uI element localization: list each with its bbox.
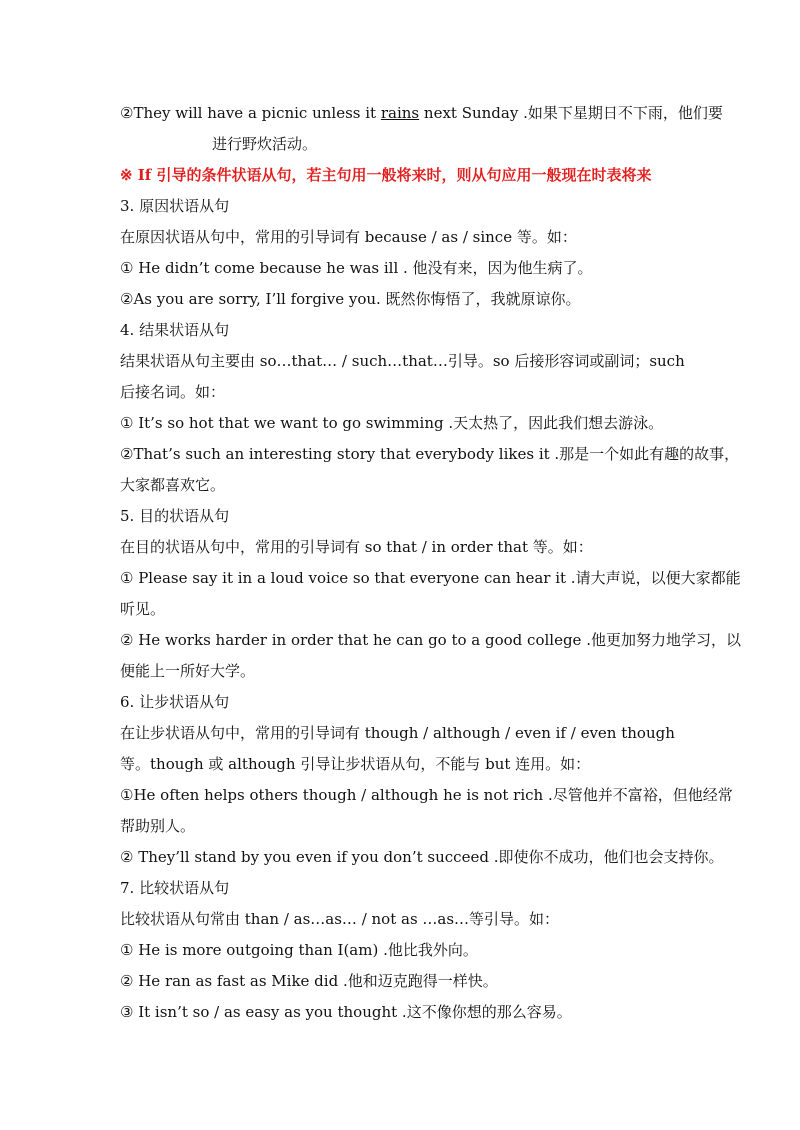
underlined-word: rains — [380, 104, 420, 122]
example-continuation: 进行野炊活动。 — [212, 135, 318, 153]
example-line: ② He works harder in order that he can go to a good college .他更加努力地学习，以 — [120, 631, 741, 649]
example-text: ②They will have a picnic unless it — [120, 104, 381, 122]
example-line: 大家都喜欢它。 — [120, 476, 226, 494]
section-heading: 3. 原因状语从句 — [120, 197, 230, 215]
section-heading: 4. 结果状语从句 — [120, 321, 230, 339]
section-heading: 6. 让步状语从句 — [120, 693, 230, 711]
example-line: 听见。 — [120, 600, 166, 618]
example-line: ① It’s so hot that we want to go swimming .天太热了，因此我们想去游泳。 — [120, 414, 664, 432]
red-note: ※ If 引导的条件状语从句，若主句用一般将来时，则从句应用一般现在时表将来 — [120, 166, 652, 184]
section-heading: 7. 比较状语从句 — [120, 879, 230, 897]
example-line: 帮助别人。 — [120, 817, 196, 835]
body-line: 结果状语从句主要由 so…that… / such…that…引导。so 后接形容词或副词；such — [120, 352, 685, 370]
example-line: ② He ran as fast as Mike did .他和迈克跑得一样快。 — [120, 972, 498, 990]
example-line: ①He often helps others though / although he is not rich .尽管他并不富裕，但他经常 — [120, 786, 733, 804]
body-line: 后接名词。如： — [120, 383, 226, 401]
example-sentence — [120, 102, 723, 124]
section-heading: 5. 目的状语从句 — [120, 507, 230, 525]
example-line: ② They’ll stand by you even if you don’t succeed .即使你不成功，他们也会支持你。 — [120, 848, 724, 866]
example-line: ②That’s such an interesting story that everybody likes it .那是一个如此有趣的故事， — [120, 445, 740, 463]
example-line: ① He didn’t come because he was ill . 他没有来，因为他生病了。 — [120, 259, 593, 277]
body-line: 在让步状语从句中，常用的引导词有 though / although / even if / even though — [120, 724, 675, 742]
body-line: 在原因状语从句中，常用的引导词有 because / as / since 等。如： — [120, 228, 577, 246]
example-line: 便能上一所好大学。 — [120, 662, 256, 680]
body-line: 等。though 或 although 引导让步状语从句，不能与 but 连用。如： — [120, 755, 591, 773]
example-line: ③ It isn’t so / as easy as you thought .这不像你想的那么容易。 — [120, 1003, 572, 1021]
example-line: ②As you are sorry, I’ll forgive you. 既然你悔悟了，我就原谅你。 — [120, 290, 581, 308]
body-line: 比较状语从句常由 than / as…as… / not as …as…等引导。如： — [120, 910, 560, 928]
example-line: ① Please say it in a loud voice so that everyone can hear it .请大声说，以便大家都能 — [120, 569, 741, 587]
body-line: 在目的状语从句中，常用的引导词有 so that / in order that 等。如： — [120, 538, 593, 556]
example-text: next Sunday .如果下星期日不下雨，他们要 — [419, 104, 723, 122]
example-line: ① He is more outgoing than I(am) .他比我外向。 — [120, 941, 478, 959]
